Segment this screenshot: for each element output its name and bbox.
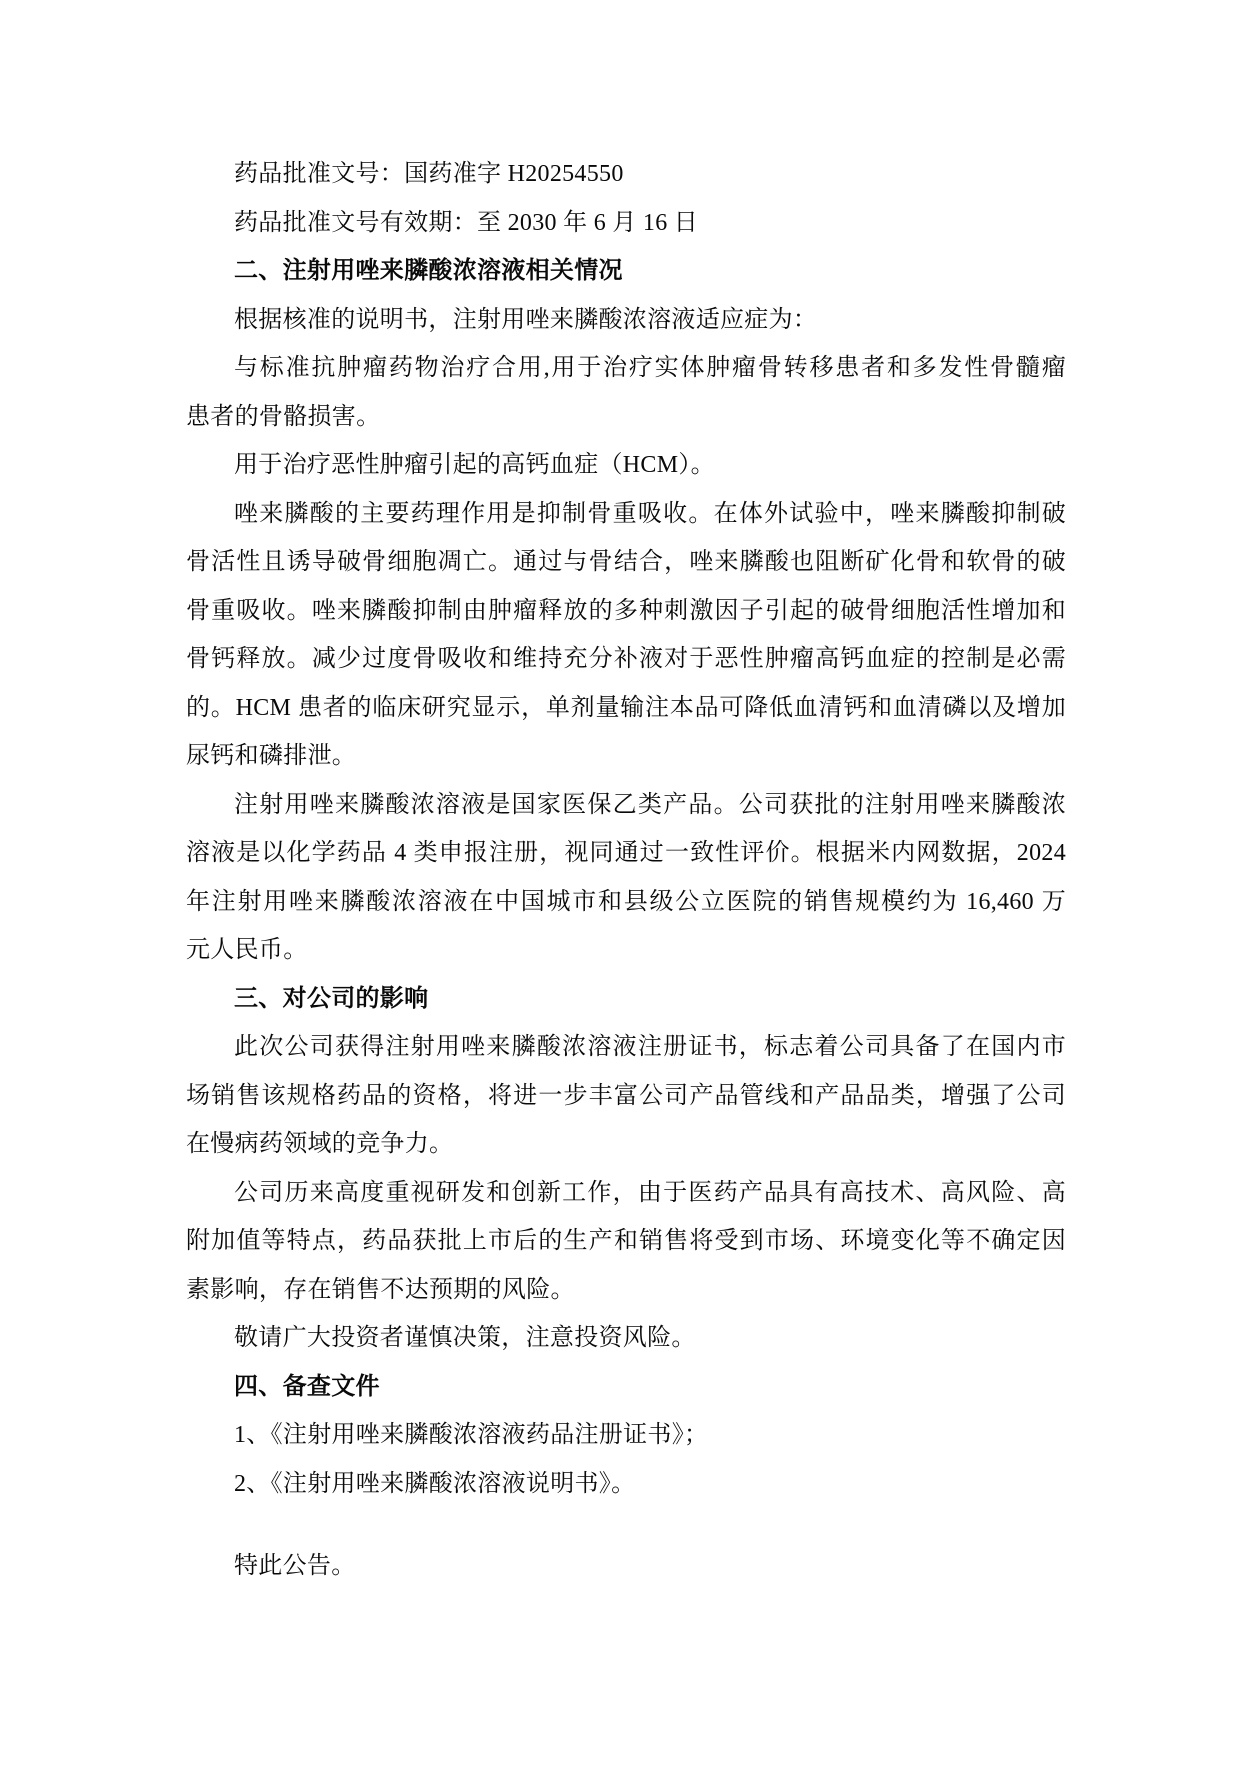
drug-approval-number-line: 药品批准文号：国药准字 H20254550 — [234, 161, 624, 187]
market-info-line-4: 元人民币。 — [186, 937, 308, 963]
indications-intro-line: 根据核准的说明书，注射用唑来膦酸浓溶液适应症为： — [234, 306, 818, 333]
pharmacology-line-5: 的。HCM 患者的临床研究显示，单剂量输注本品可降低血清钙和血清磷以及增加 — [186, 694, 1066, 721]
indication-1-line-2: 患者的骨骼损害。 — [186, 403, 381, 430]
closing-announcement-line: 特此公告。 — [234, 1553, 356, 1579]
market-info-line-3: 年注射用唑来膦酸浓溶液在中国城市和县级公立医院的销售规模约为 16,460 万 — [186, 888, 1066, 915]
impact-line-2: 场销售该规格药品的资格，将进一步丰富公司产品管线和产品品类，增强了公司 — [186, 1082, 1066, 1109]
investor-notice-line: 敬请广大投资者谨慎决策，注意投资风险。 — [234, 1325, 696, 1351]
pharmacology-line-4: 骨钙释放。减少过度骨吸收和维持充分补液对于恶性肿瘤高钙血症的控制是必需 — [186, 646, 1066, 672]
pharmacology-line-2: 骨活性且诱导破骨细胞凋亡。通过与骨结合，唑来膦酸也阻断矿化骨和软骨的破 — [186, 549, 1066, 575]
approval-validity-line: 药品批准文号有效期：至 2030 年 6 月 16 日 — [234, 209, 699, 236]
reference-doc-2-line: 2、《注射用唑来膦酸浓溶液说明书》。 — [234, 1470, 636, 1497]
market-info-line-2: 溶液是以化学药品 4 类申报注册，视同通过一致性评价。根据米内网数据，2024 — [186, 840, 1066, 866]
market-info-line-1: 注射用唑来膦酸浓溶液是国家医保乙类产品。公司获批的注射用唑来膦酸浓 — [234, 791, 1066, 818]
impact-line-1: 此次公司获得注射用唑来膦酸浓溶液注册证书，标志着公司具备了在国内市 — [234, 1034, 1066, 1060]
pharmacology-line-1: 唑来膦酸的主要药理作用是抑制骨重吸收。在体外试验中，唑来膦酸抑制破 — [234, 500, 1066, 527]
risk-line-1: 公司历来高度重视研发和创新工作，由于医药产品具有高技术、高风险、高 — [234, 1179, 1066, 1206]
pharmacology-line-3: 骨重吸收。唑来膦酸抑制由肿瘤释放的多种刺激因子引起的破骨细胞活性增加和 — [186, 597, 1066, 624]
blank-line — [186, 1508, 1066, 1542]
risk-line-3: 素影响，存在销售不达预期的风险。 — [186, 1276, 575, 1303]
impact-line-3: 在慢病药领域的竞争力。 — [186, 1131, 454, 1157]
section-heading-product-info: 二、注射用唑来膦酸浓溶液相关情况 — [234, 258, 623, 284]
risk-line-2: 附加值等特点，药品获批上市后的生产和销售将受到市场、环境变化等不确定因 — [186, 1228, 1066, 1254]
document-body — [186, 150, 1066, 1591]
reference-doc-1-line: 1、《注射用唑来膦酸浓溶液药品注册证书》； — [234, 1422, 709, 1448]
indication-2-line: 用于治疗恶性肿瘤引起的高钙血症（HCM）。 — [234, 452, 715, 478]
indication-1-line-1: 与标准抗肿瘤药物治疗合用,用于治疗实体肿瘤骨转移患者和多发性骨髓瘤 — [234, 355, 1066, 381]
pharmacology-line-6: 尿钙和磷排泄。 — [186, 743, 357, 769]
section-heading-reference-documents: 四、备查文件 — [234, 1373, 380, 1400]
section-heading-company-impact: 三、对公司的影响 — [234, 985, 429, 1012]
